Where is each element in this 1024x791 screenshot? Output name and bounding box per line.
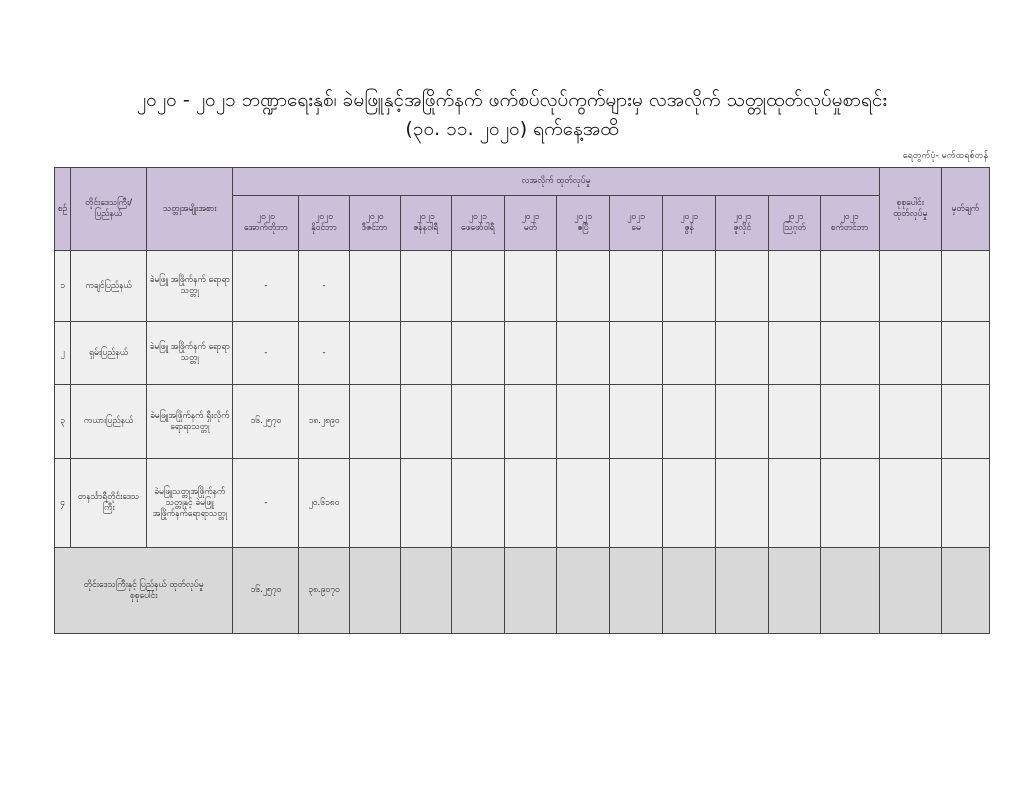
header-no: စဉ် [55, 168, 71, 251]
row-region: တနင်္သာရီတိုင်းဒေသကြီး [71, 459, 147, 548]
row-empty-cell [451, 251, 504, 322]
header-month-name: ဩဂုတ် [783, 223, 806, 233]
header-total-production: စုစုပေါင်း ထုတ်လုပ်မှု [879, 168, 941, 251]
header-month [769, 196, 820, 251]
total-empty-cell [941, 548, 989, 634]
row-no: ၄ [55, 459, 71, 548]
row-empty-cell [610, 251, 663, 322]
row-empty-cell [716, 251, 769, 322]
header-month [663, 196, 716, 251]
row-empty-cell [451, 385, 504, 459]
row-value-nov: ၂၀.၆၁၈၀ [299, 459, 349, 548]
header-month-name: နိုဝင်ဘာ [311, 223, 337, 233]
row-empty-cell [663, 459, 716, 548]
total-empty-cell [879, 548, 941, 634]
row-value-oct: - [233, 459, 299, 548]
row-mineral: ခဲမဖြူသတ္တုအဖြိုက်နက်သတ္တုနှင့် ခဲမဖြူအဖြိုက်နက်ရောရာသတ္တု [147, 459, 233, 548]
row-region: ကယားပြည်နယ် [71, 385, 147, 459]
row-empty-cell [879, 251, 941, 322]
row-empty-cell [769, 459, 820, 548]
row-empty-cell [820, 385, 879, 459]
header-monthly-production: လအလိုက် ထုတ်လုပ်မှု [233, 168, 879, 196]
row-empty-cell [820, 322, 879, 385]
total-row [55, 548, 990, 634]
row-empty-cell [716, 459, 769, 548]
row-value-nov: - [299, 251, 349, 322]
header-month [504, 196, 556, 251]
row-empty-cell [769, 251, 820, 322]
header-month-year: ၂၀၂၁ [785, 212, 804, 222]
total-empty-cell [663, 548, 716, 634]
row-empty-cell [400, 459, 451, 548]
row-empty-cell [349, 322, 400, 385]
row-empty-cell [610, 322, 663, 385]
row-value-oct: ၁၆.၂၅၇၀ [233, 385, 299, 459]
total-empty-cell [716, 548, 769, 634]
row-mineral: ခဲမဖြူ အဖြိုက်နက် ရောရာသတ္တု [147, 322, 233, 385]
unit-note: ရေတွက်ပုံ- မက်ထရစ်တန် [902, 151, 988, 161]
row-region: ရှမ်းပြည်နယ် [71, 322, 147, 385]
header-month [299, 196, 349, 251]
header-month-name: ဇွန် [684, 223, 694, 233]
row-empty-cell [879, 385, 941, 459]
row-empty-cell [556, 251, 609, 322]
row-empty-cell [716, 322, 769, 385]
header-month-year: ၂၀၂၁ [627, 212, 646, 222]
row-value-oct: - [233, 251, 299, 322]
row-empty-cell [504, 385, 556, 459]
row-empty-cell [879, 322, 941, 385]
row-value-nov: ၁၈.၂၈၉၀ [299, 385, 349, 459]
row-empty-cell [663, 251, 716, 322]
row-no: ၃ [55, 385, 71, 459]
header-month [716, 196, 769, 251]
header-month-name: ဖေဖော်ဝါရီ [461, 223, 495, 233]
document-subtitle-date: (၃၀. ၁၁. ၂၀၂၀) ရက်နေ့အထိ [405, 118, 619, 140]
header-month-name: မေ [631, 223, 641, 233]
total-empty-cell [769, 548, 820, 634]
header-month [349, 196, 400, 251]
header-month-year: ၂၀၂၁ [416, 212, 435, 222]
row-empty-cell [451, 322, 504, 385]
total-empty-cell [504, 548, 556, 634]
row-empty-cell [769, 322, 820, 385]
header-remarks: မှတ်ချက် [941, 168, 989, 251]
header-month-year: ၂၀၂၀ [256, 212, 275, 222]
header-month-name: အောက်တိုဘာ [243, 223, 288, 233]
table-row [55, 322, 990, 385]
total-empty-cell [400, 548, 451, 634]
row-empty-cell [941, 385, 989, 459]
total-empty-cell [349, 548, 400, 634]
row-empty-cell [663, 385, 716, 459]
total-value-oct: ၁၆.၂၅၇၀ [233, 548, 299, 634]
header-month-name: ဇူလိုင် [733, 223, 752, 233]
header-month [451, 196, 504, 251]
header-month-year: ၂၀၂၁ [840, 212, 859, 222]
header-month-name: ဧပြီ [577, 223, 589, 233]
total-empty-cell [820, 548, 879, 634]
row-empty-cell [400, 251, 451, 322]
row-no: ၁ [55, 251, 71, 322]
row-empty-cell [451, 459, 504, 548]
row-empty-cell [349, 385, 400, 459]
row-empty-cell [349, 459, 400, 548]
header-month-name: ဒီဇင်ဘာ [361, 223, 388, 233]
table-row [55, 251, 990, 322]
row-value-nov: - [299, 322, 349, 385]
header-month [233, 196, 299, 251]
row-mineral: ခဲမဖြူ အဖြိုက်နက် ရောရာသတ္တု [147, 251, 233, 322]
row-empty-cell [504, 251, 556, 322]
row-empty-cell [820, 251, 879, 322]
row-empty-cell [504, 322, 556, 385]
table-row [55, 385, 990, 459]
row-value-oct: - [233, 322, 299, 385]
row-empty-cell [769, 385, 820, 459]
total-empty-cell [610, 548, 663, 634]
row-empty-cell [610, 459, 663, 548]
row-empty-cell [556, 322, 609, 385]
total-empty-cell [556, 548, 609, 634]
header-month-year: ၂၀၂၁ [680, 212, 699, 222]
row-empty-cell [400, 385, 451, 459]
header-month-name: ဇန်နဝါရီ [413, 223, 439, 233]
total-label: တိုင်းဒေသကြီးနှင့် ပြည်နယ် ထုတ်လုပ်မှုစုစုပေါင်း [55, 548, 233, 634]
header-month-year: ၂၀၂၀ [365, 212, 384, 222]
header-month [820, 196, 879, 251]
header-month [400, 196, 451, 251]
row-region: ကချင်ပြည်နယ် [71, 251, 147, 322]
row-empty-cell [941, 322, 989, 385]
row-empty-cell [556, 385, 609, 459]
header-mineral: သတ္တုအမျိုးအစား [147, 168, 233, 251]
header-month-year: ၂၀၂၁ [733, 212, 752, 222]
row-no: ၂ [55, 322, 71, 385]
total-value-nov: ၃၈.၉၀၇၀ [299, 548, 349, 634]
header-month-year: ၂၀၂၁ [574, 212, 592, 222]
header-month-year: ၂၀၂၀ [315, 212, 333, 222]
header-month-year: ၂၀၂၁ [521, 212, 540, 222]
production-table [54, 167, 990, 634]
row-empty-cell [349, 251, 400, 322]
header-month [556, 196, 609, 251]
row-empty-cell [400, 322, 451, 385]
row-empty-cell [941, 459, 989, 548]
total-empty-cell [451, 548, 504, 634]
row-empty-cell [556, 459, 609, 548]
document-title: ၂၀၂၀ - ၂၀၂၁ ဘဏ္ဍာရေးနှစ်၊ ခဲမဖြူနှင့်အဖြိုက်နက် ဖက်စပ်လုပ်ကွက်များမှ လအလိုက် သတ္တုထုတ်လုပ်မှုစာရင်း [136, 89, 888, 111]
table-row [55, 459, 990, 548]
row-empty-cell [663, 322, 716, 385]
header-month-name: စက်တင်ဘာ [830, 223, 869, 233]
header-region: တိုင်းဒေသကြီး/ပြည်နယ် [71, 168, 147, 251]
header-month-year: ၂၀၂၁ [468, 212, 487, 222]
row-mineral: ခဲမဖြူအဖြိုက်နက် ရှီးလိုက် ရောရာသတ္တု [147, 385, 233, 459]
row-empty-cell [610, 385, 663, 459]
row-empty-cell [820, 459, 879, 548]
row-empty-cell [504, 459, 556, 548]
row-empty-cell [941, 251, 989, 322]
header-month-name: မတ် [523, 223, 537, 233]
row-empty-cell [716, 385, 769, 459]
header-month [610, 196, 663, 251]
row-empty-cell [879, 459, 941, 548]
